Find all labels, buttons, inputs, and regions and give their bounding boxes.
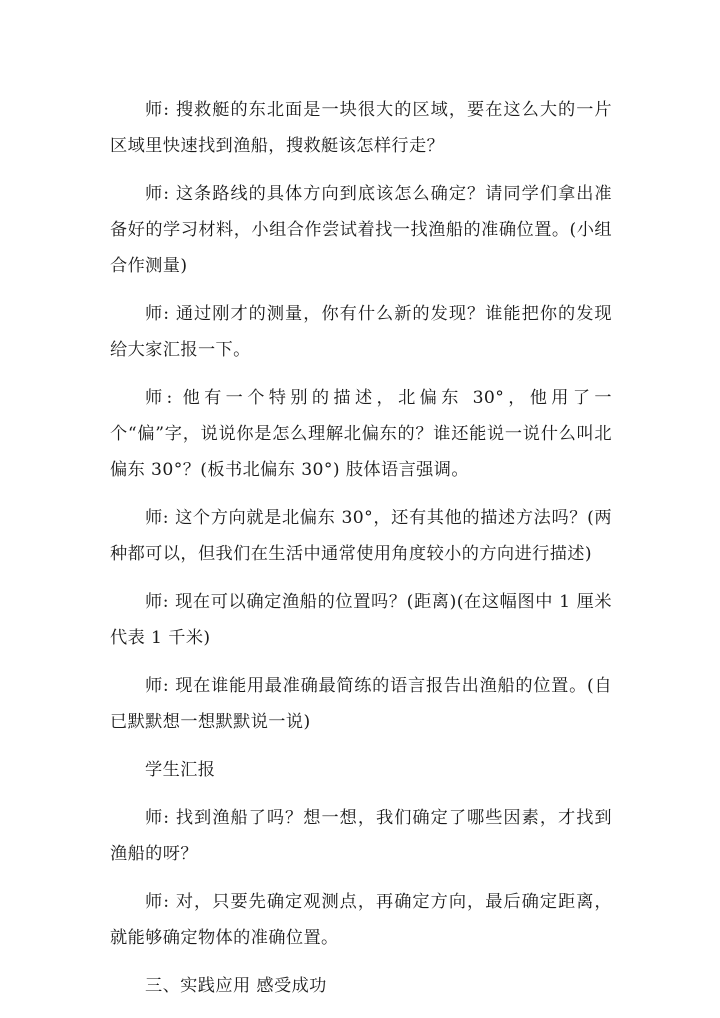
paragraph-10: 师: 对，只要先确定观测点，再确定方向，最后确定距离，就能够确定物体的准确位置。 — [110, 892, 612, 948]
paragraph-8: 学生汇报 — [145, 760, 216, 780]
section-heading: 三、实践应用 感受成功 — [145, 976, 327, 996]
paragraph-1: 师: 搜救艇的东北面是一块很大的区域，要在这么大的一片区域里快速找到渔船，搜救艇该怎样行走？ — [110, 100, 612, 156]
paragraph-3: 师: 通过刚才的测量，你有什么新的发现？谁能把你的发现给大家汇报一下。 — [110, 304, 612, 360]
paragraph-7: 师: 现在谁能用最准确最简练的语言报告出渔船的位置。(自已默默想一想默默说一说) — [110, 676, 612, 732]
paragraph-4: 师: 他有一个特别的描述，北偏东 30°，他用了一个“偏”字，说说你是怎么理解北偏东的？谁还能说一说什么叫北偏东 30°？(板书北偏东 30°) 肢体语言强调。 — [110, 388, 612, 480]
paragraph-5: 师: 这个方向就是北偏东 30°，还有其他的描述方法吗？(两种都可以，但我们在生活中通常使用角度较小的方向进行描述) — [110, 508, 612, 564]
paragraph-9: 师: 找到渔船了吗？想一想，我们确定了哪些因素，才找到渔船的呀？ — [110, 808, 612, 864]
document-page — [110, 92, 612, 1016]
paragraph-6: 师: 现在可以确定渔船的位置吗？(距离)(在这幅图中 1 厘米代表 1 千米) — [110, 592, 612, 648]
paragraph-2: 师: 这条路线的具体方向到底该怎么确定？请同学们拿出准备好的学习材料，小组合作尝试着找一找渔船的准确位置。(小组合作测量) — [110, 184, 612, 276]
